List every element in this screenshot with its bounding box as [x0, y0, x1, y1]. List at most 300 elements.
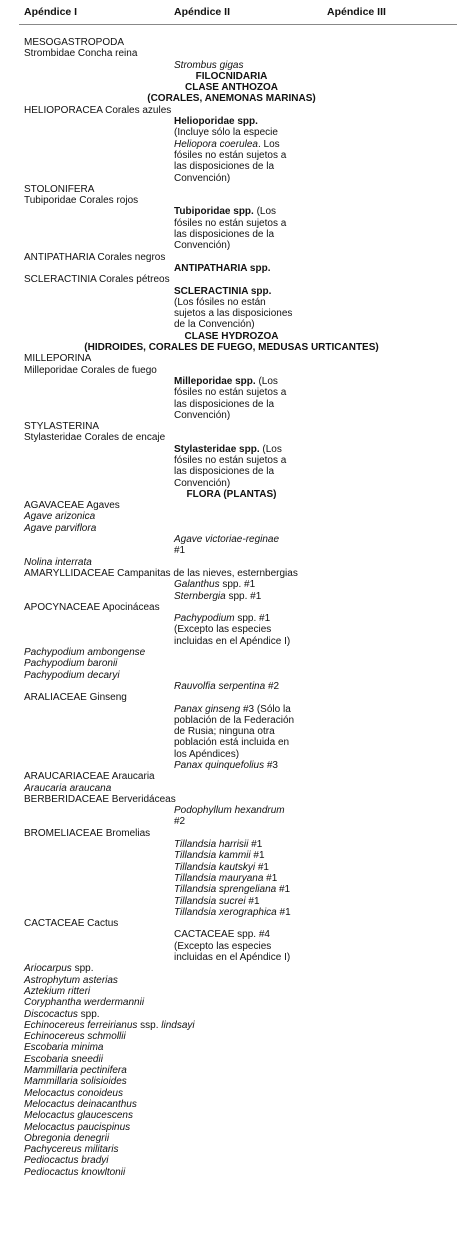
- appendix-1-entry: [24, 1155, 109, 1166]
- list-row: [0, 1099, 463, 1110]
- entry-text: #2: [265, 680, 280, 692]
- appendix-1-entry: [24, 195, 138, 206]
- appendix-1-entry: [24, 1031, 126, 1042]
- section-heading: (CORALES, ANEMONAS MARINAS): [147, 93, 316, 105]
- list-row: [0, 410, 463, 421]
- appendix-1-entry: [24, 771, 155, 782]
- list-row: [0, 636, 463, 647]
- list-row: [0, 760, 463, 771]
- appendix-1-entry: [24, 1122, 130, 1133]
- list-row: [0, 206, 463, 217]
- entry-text: Escobaria sneedii: [24, 1053, 103, 1065]
- appendix-2-entry: [174, 613, 270, 624]
- list-row: [0, 647, 463, 658]
- entry-text: SCLERACTINIA Corales pétreos: [24, 274, 170, 286]
- appendix-1-entry: [24, 37, 124, 48]
- appendix-2-entry: [174, 896, 260, 907]
- entry-text: ssp.: [137, 1019, 162, 1031]
- entry-text: Panax quinquefolius: [174, 760, 265, 771]
- entry-text: BROMELIACEAE Bromelias: [24, 827, 151, 839]
- appendix-1-entry: [24, 500, 120, 511]
- appendix-1-entry: [24, 975, 118, 986]
- entry-text: población de la Federación: [174, 714, 295, 726]
- entry-text: Pachypodium baronii: [24, 658, 118, 670]
- appendix-2-entry: [174, 150, 286, 161]
- entry-text: CACTACEAE spp. #4: [174, 929, 270, 941]
- appendix-2-entry: [174, 399, 274, 410]
- entry-text: Tillandsia sprengeliana: [174, 884, 277, 896]
- appendix-1-entry: [24, 1042, 103, 1053]
- entry-text: APOCYNACEAE Apocináceas: [24, 601, 160, 613]
- appendix-2-entry: [174, 308, 292, 319]
- list-row: [0, 579, 463, 590]
- list-row: [0, 466, 463, 477]
- entry-text: Convención): [174, 409, 231, 421]
- list-row: [0, 116, 463, 127]
- list-row: [0, 670, 463, 681]
- list-row: [0, 952, 463, 963]
- entry-text: Pediocactus bradyi: [24, 1155, 109, 1167]
- entry-text: spp.: [71, 963, 94, 975]
- list-row: [0, 511, 463, 522]
- appendix-1-entry: [24, 1110, 133, 1121]
- list-row: [0, 1020, 463, 1031]
- list-row: [0, 1167, 463, 1178]
- list-row: [0, 534, 463, 545]
- list-row: [0, 568, 463, 579]
- appendix-1-entry: [24, 963, 94, 974]
- entry-text: Mammillaria solisioides: [24, 1076, 127, 1088]
- appendix-2-entry: [174, 704, 291, 715]
- appendix-1-entry: [24, 1133, 109, 1144]
- appendix-2-entry: [174, 410, 230, 421]
- appendix-2-entry: [174, 884, 290, 895]
- appendix-2-entry: [174, 636, 290, 647]
- entry-text: Nolina interrata: [24, 556, 92, 568]
- list-row: [0, 658, 463, 669]
- entry-text: spp. #1: [225, 590, 262, 602]
- list-row: [0, 139, 463, 150]
- list-row: [0, 975, 463, 986]
- list-row: [0, 1110, 463, 1121]
- entry-text: Ariocarpus: [24, 963, 72, 975]
- header-divider: [19, 24, 457, 25]
- appendix-2-entry: [174, 127, 278, 138]
- entry-text: AGAVACEAE Agaves: [24, 500, 120, 512]
- list-row: [0, 60, 463, 71]
- entry-text: #3 (Sólo la: [240, 703, 291, 715]
- list-row: [0, 1065, 463, 1076]
- entry-text: Discocactus: [24, 1008, 78, 1020]
- appendix-1-entry: [24, 523, 96, 534]
- appendix-1-entry: [24, 353, 91, 364]
- list-row: [0, 500, 463, 511]
- entry-text: Melocactus conoideus: [24, 1087, 123, 1099]
- list-row: [0, 1031, 463, 1042]
- list-row: [0, 432, 463, 443]
- entry-text: SCLERACTINIA spp.: [174, 285, 272, 297]
- entry-text: #1: [245, 895, 260, 907]
- entry-text: MESOGASTROPODA: [24, 37, 125, 48]
- entry-text: Strombus gigas: [174, 59, 244, 71]
- entry-text: Rauvolfia serpentina: [174, 680, 266, 692]
- entry-text: CACTACEAE Cactus: [24, 918, 119, 930]
- entry-text: lindsayi: [161, 1019, 195, 1031]
- appendix-2-entry: [174, 534, 279, 545]
- appendix-2-entry: [174, 263, 270, 274]
- entry-text: fósiles no están sujetos a: [174, 454, 287, 466]
- entry-text: Podophyllum hexandrum: [174, 805, 285, 817]
- entry-text: fósiles no están sujetos a: [174, 387, 287, 399]
- list-row: [0, 613, 463, 624]
- appendix-2-entry: [174, 218, 286, 229]
- appendix-2-entry: [174, 297, 266, 308]
- list-row: [0, 37, 463, 48]
- appendix-1-entry: [24, 692, 127, 703]
- appendix-1-entry: [24, 1088, 123, 1099]
- appendix-2-entry: [174, 591, 261, 602]
- list-row: [0, 884, 463, 895]
- list-row: [0, 602, 463, 613]
- entry-text: #1: [255, 861, 269, 873]
- entry-text: MILLEPORINA: [24, 353, 92, 365]
- list-row: [0, 195, 463, 206]
- entry-text: Coryphantha werdermannii: [24, 997, 145, 1009]
- appendix-2-entry: [174, 116, 258, 127]
- entry-text: Milleporidae spp.: [174, 375, 256, 387]
- entry-text: Strombidae Concha reina: [24, 48, 138, 60]
- entry-text: fósiles no están sujetos a: [174, 149, 287, 161]
- list-row: [0, 173, 463, 184]
- entry-text: Stylasteridae spp.: [174, 443, 260, 455]
- list-row: [0, 805, 463, 816]
- appendix-2-entry: [174, 478, 230, 489]
- entry-text: AMARYLLIDACEAE Campanitas de las nieves, esternbergias: [24, 567, 298, 579]
- list-row: [0, 929, 463, 940]
- appendix-2-entry: [174, 715, 294, 726]
- entry-text: las disposiciones de la: [174, 398, 275, 410]
- list-row: [0, 783, 463, 794]
- list-row: [0, 986, 463, 997]
- list-row: [0, 771, 463, 782]
- appendix-2-entry: [174, 862, 269, 873]
- list-row: [0, 399, 463, 410]
- list-row: [0, 263, 463, 274]
- list-row: [0, 82, 463, 93]
- entry-text: fósiles no están sujetos a: [174, 217, 287, 229]
- list-row: [0, 229, 463, 240]
- entry-text: Pachypodium decaryi: [24, 669, 120, 681]
- list-row: [0, 444, 463, 455]
- list-row: [0, 71, 463, 82]
- list-row: [0, 184, 463, 195]
- appendix-2-entry: [174, 839, 262, 850]
- list-row: [0, 557, 463, 568]
- appendix-1-entry: [24, 647, 145, 658]
- list-row: [0, 1054, 463, 1065]
- list-row: [0, 545, 463, 556]
- appendix-2-entry: [174, 873, 277, 884]
- list-row: [0, 794, 463, 805]
- entry-text: STYLASTERINA: [24, 421, 100, 433]
- appendix-1-entry: [24, 568, 298, 579]
- list-row: [0, 252, 463, 263]
- entry-text: Astrophytum asterias: [24, 974, 118, 986]
- entry-text: . Los: [257, 138, 280, 150]
- list-row: [0, 218, 463, 229]
- entry-text: Tillandsia kammii: [174, 850, 251, 862]
- entry-text: #1: [276, 906, 291, 918]
- entry-text: Obregonia denegrii: [24, 1132, 110, 1144]
- entry-text: (Excepto las especies: [174, 940, 272, 952]
- list-row: [0, 286, 463, 297]
- list-row: [0, 907, 463, 918]
- appendix-2-entry: [174, 387, 286, 398]
- section-heading: (HIDROIDES, CORALES DE FUEGO, MEDUSAS URTICANTES): [84, 342, 379, 354]
- list-row: [0, 150, 463, 161]
- entry-text: Aztekium ritteri: [24, 985, 91, 997]
- section-heading: FLORA (PLANTAS): [186, 488, 277, 500]
- list-row: [0, 353, 463, 364]
- entry-text: Heliopora coerulea: [174, 138, 258, 150]
- appendix-2-entry: [174, 444, 282, 455]
- appendix-1-entry: [24, 274, 170, 285]
- appendix-1-entry: [24, 511, 95, 522]
- appendix-2-entry: [174, 624, 271, 635]
- list-row: [0, 850, 463, 861]
- entry-text: Pachycereus militaris: [24, 1144, 119, 1156]
- entry-text: Tillandsia sucrei: [174, 895, 246, 907]
- entry-text: spp. #1: [219, 579, 256, 591]
- entry-text: Sternbergia: [174, 590, 226, 602]
- appendix-1-entry: [24, 1076, 127, 1087]
- header-appendix-2: Apéndice II: [174, 6, 231, 18]
- entry-text: (Excepto las especies: [174, 624, 272, 636]
- appendix-2-entry: [174, 907, 291, 918]
- appendix-1-entry: [24, 783, 111, 794]
- entry-text: Helioporidae spp.: [174, 116, 258, 128]
- species-list: [0, 37, 463, 1178]
- appendix-1-entry: [24, 602, 160, 613]
- list-row: [0, 342, 463, 353]
- list-row: [0, 1144, 463, 1155]
- appendix-1-entry: [24, 557, 92, 568]
- appendix-1-entry: [24, 1099, 137, 1110]
- appendix-2-entry: [174, 206, 276, 217]
- list-row: [0, 715, 463, 726]
- appendix-1-entry: [24, 1054, 103, 1065]
- entry-text: #1: [250, 850, 265, 862]
- appendix-1-entry: [24, 918, 118, 929]
- entry-text: sujetos a las disposiciones: [174, 308, 293, 320]
- entry-text: BERBERIDACEAE Berveridáceas: [24, 793, 176, 805]
- list-row: [0, 873, 463, 884]
- entry-text: #3: [264, 760, 278, 771]
- entry-text: STOLONIFERA: [24, 183, 95, 195]
- list-row: [0, 692, 463, 703]
- entry-text: (Los: [255, 375, 278, 387]
- list-row: [0, 240, 463, 251]
- appendix-1-entry: [24, 421, 99, 432]
- appendix-1-entry: [24, 365, 157, 376]
- entry-text: (Los fósiles no están: [174, 296, 266, 308]
- list-row: [0, 1076, 463, 1087]
- entry-text: población está incluida en: [174, 737, 290, 749]
- list-row: [0, 523, 463, 534]
- entry-text: spp. #1: [234, 613, 271, 625]
- appendix-1-entry: [24, 1009, 100, 1020]
- entry-text: Convención): [174, 477, 231, 489]
- appendix-2-entry: [174, 681, 279, 692]
- list-row: [0, 1155, 463, 1166]
- list-row: [0, 681, 463, 692]
- entry-text: #2: [174, 816, 186, 828]
- appendix-2-entry: [174, 455, 286, 466]
- entry-text: Tillandsia harrisii: [174, 839, 249, 851]
- entry-text: spp.: [77, 1008, 100, 1020]
- list-row: [0, 489, 463, 500]
- appendix-1-entry: [24, 432, 165, 443]
- entry-text: Melocactus deinacanthus: [24, 1098, 137, 1110]
- appendix-2-entry: [174, 376, 278, 387]
- header-appendix-3: Apéndice III: [327, 6, 386, 18]
- appendix-1-entry: [24, 252, 165, 263]
- appendix-2-entry: [174, 941, 271, 952]
- entry-text: Tillandsia kautskyi: [174, 861, 256, 873]
- entry-text: incluidas en el Apéndice I): [174, 635, 291, 647]
- list-row: [0, 1009, 463, 1020]
- entry-text: #1: [263, 872, 278, 884]
- appendix-2-entry: [174, 139, 280, 150]
- entry-text: (Los: [253, 206, 277, 218]
- entry-text: ARAUCARIACEAE Araucaria: [24, 771, 155, 783]
- list-row: [0, 963, 463, 974]
- entry-text: Echinocereus ferreirianus: [24, 1019, 138, 1031]
- appendix-2-entry: [174, 760, 278, 771]
- entry-text: Milleporidae Corales de fuego: [24, 364, 157, 376]
- list-row: [0, 308, 463, 319]
- appendix-2-entry: [174, 816, 185, 827]
- entry-text: (Incluye sólo la especie: [174, 127, 278, 139]
- appendix-1-entry: [24, 105, 171, 116]
- section-heading: CLASE HYDROZOA: [184, 330, 279, 342]
- entry-text: Melocactus glaucescens: [24, 1110, 133, 1122]
- appendix-2-entry: [174, 737, 289, 748]
- appendix-2-entry: [174, 60, 243, 71]
- list-row: [0, 478, 463, 489]
- appendix-2-entry: [174, 579, 255, 590]
- appendix-2-entry: [174, 726, 275, 737]
- appendix-2-entry: [174, 319, 255, 330]
- list-row: [0, 387, 463, 398]
- list-row: [0, 376, 463, 387]
- entry-text: Convención): [174, 172, 231, 184]
- entry-text: Mammillaria pectinifera: [24, 1065, 127, 1077]
- appendix-1-entry: [24, 184, 94, 195]
- appendix-1-entry: [24, 658, 117, 669]
- entry-text: #1: [276, 884, 291, 896]
- appendix-2-entry: [174, 240, 230, 251]
- entry-text: Agave victoriae-reginae: [174, 534, 280, 546]
- entry-text: Tubiporidae Corales rojos: [24, 195, 139, 207]
- entry-text: de Rusia; ninguna otra: [174, 726, 275, 738]
- entry-text: Melocactus paucispinus: [24, 1121, 131, 1133]
- list-row: [0, 918, 463, 929]
- list-row: [0, 297, 463, 308]
- entry-text: HELIOPORACEA Corales azules: [24, 104, 172, 116]
- list-row: [0, 1042, 463, 1053]
- section-heading: CLASE ANTHOZOA: [185, 82, 278, 94]
- list-row: [0, 896, 463, 907]
- list-row: [0, 816, 463, 827]
- appendix-1-entry: [24, 1167, 125, 1178]
- entry-text: los Apéndices): [174, 748, 240, 760]
- list-row: [0, 749, 463, 760]
- entry-text: Pachypodium: [174, 613, 235, 625]
- appendix-2-entry: [174, 805, 285, 816]
- appendix-1-entry: [24, 828, 150, 839]
- list-row: [0, 591, 463, 602]
- list-row: [0, 828, 463, 839]
- entry-text: Agave parviflora: [24, 522, 97, 534]
- appendix-2-entry: [174, 952, 290, 963]
- entry-text: Tillandsia mauryana: [174, 872, 264, 884]
- list-row: [0, 862, 463, 873]
- entry-text: Tillandsia xerographica: [174, 906, 277, 918]
- appendix-2-entry: [174, 929, 270, 940]
- list-row: [0, 48, 463, 59]
- list-row: [0, 1088, 463, 1099]
- entry-text: ARALIACEAE Ginseng: [24, 692, 127, 704]
- list-row: [0, 839, 463, 850]
- entry-text: ANTIPATHARIA spp.: [174, 262, 271, 274]
- entry-text: Panax ginseng: [174, 703, 241, 715]
- entry-text: #1: [248, 839, 263, 851]
- appendix-2-entry: [174, 850, 265, 861]
- entry-text: ANTIPATHARIA Corales negros: [24, 251, 166, 263]
- appendix-1-entry: [24, 1144, 118, 1155]
- appendix-2-entry: [174, 173, 230, 184]
- appendix-2-entry: [174, 161, 274, 172]
- entry-text: Galanthus: [174, 579, 220, 591]
- list-row: [0, 941, 463, 952]
- entry-text: Pachypodium ambongense: [24, 647, 146, 659]
- list-row: [0, 161, 463, 172]
- entry-text: Convención): [174, 240, 231, 252]
- entry-text: incluidas en el Apéndice I): [174, 952, 291, 964]
- entry-text: (Los: [259, 443, 282, 455]
- appendix-2-entry: [174, 749, 239, 760]
- list-row: [0, 624, 463, 635]
- header-appendix-1: Apéndice I: [24, 6, 78, 18]
- entry-text: Agave arizonica: [24, 511, 96, 523]
- list-row: [0, 365, 463, 376]
- entry-text: Escobaria minima: [24, 1042, 104, 1054]
- entry-text: las disposiciones de la: [174, 466, 275, 478]
- appendix-1-entry: [24, 997, 144, 1008]
- entry-text: las disposiciones de la: [174, 229, 275, 241]
- appendix-1-entry: [24, 1020, 195, 1031]
- entry-text: de la Convención): [174, 319, 255, 331]
- list-row: [0, 421, 463, 432]
- appendix-2-entry: [174, 286, 271, 297]
- list-row: [0, 997, 463, 1008]
- list-row: [0, 93, 463, 104]
- list-row: [0, 331, 463, 342]
- list-row: [0, 127, 463, 138]
- entry-text: las disposiciones de la: [174, 161, 275, 173]
- appendix-2-entry: [174, 545, 185, 556]
